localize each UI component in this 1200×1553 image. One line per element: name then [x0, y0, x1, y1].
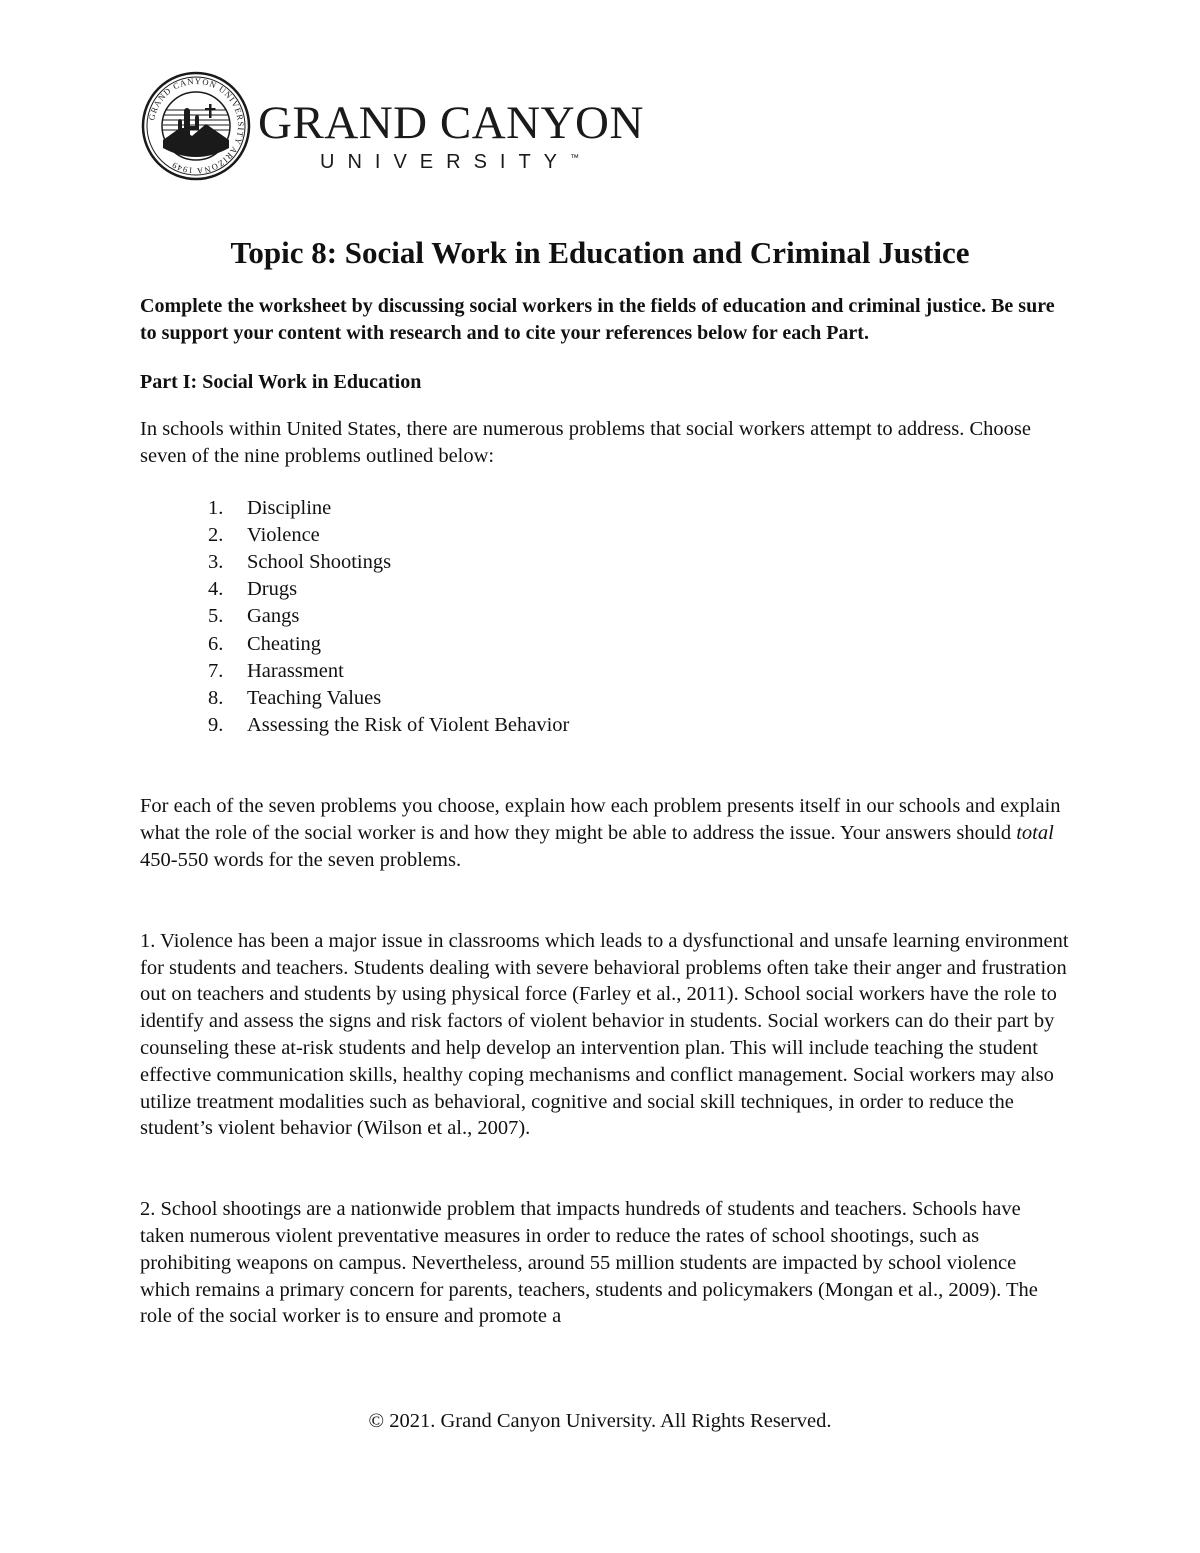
list-item — [140, 603, 1070, 630]
copyright-footer: © 2021. Grand Canyon University. All Rights Reserved. — [368, 1410, 832, 1432]
part1-heading: Part I: Social Work in Education — [140, 371, 422, 393]
task-text: For each of the seven problems you choose, explain how each problem presents itself in our schools and explain what the role of the social worker is and how they might be able to address the issue. Your answers should — [140, 795, 1061, 845]
list-item — [140, 576, 1070, 603]
list-number: 7. — [208, 659, 224, 682]
answer-school-shootings: 2. School shootings are a nationwide problem that impacts hundreds of students and teachers. Schools have taken numerous violent preventative measures in order to reduce the rates of school shootings, such as prohibiting weapons on campus. Nevertheless, around 55 million students are impacted by school violence which remains a primary concern for parents, teachers, students and policymakers (Mongan et al., 2009). The role of the social worker is to ensure and promote a — [140, 1198, 1038, 1328]
task-emphasis: total — [1016, 822, 1054, 845]
list-label: School Shootings — [247, 551, 392, 573]
list-label: Discipline — [247, 496, 332, 519]
logo-name-line2 — [320, 151, 579, 174]
list-number: 8. — [208, 687, 224, 710]
list-number: 5. — [208, 605, 224, 628]
list-label: Violence — [247, 523, 320, 546]
part1-intro: In schools within United States, there are numerous problems that social workers attempt to address. Choose seven of the nine problems outlined below: — [140, 418, 1031, 467]
svg-text:GRAND CANYON UNIVERSITY ARIZON: GRAND CANYON UNIVERSITY ARIZONA 1949 — [146, 75, 247, 177]
list-number: 1. — [208, 496, 224, 519]
university-seal-icon — [140, 70, 252, 182]
list-label: Harassment — [247, 659, 344, 682]
list-number: 2. — [208, 523, 224, 546]
trademark-symbol: ™ — [570, 152, 580, 163]
list-item — [140, 631, 1070, 658]
problem-list — [140, 495, 1070, 740]
list-label: Gangs — [247, 605, 300, 628]
page-title: Topic 8: Social Work in Education and Criminal Justice — [230, 235, 970, 270]
university-logo — [140, 70, 644, 186]
list-number: 4. — [208, 578, 224, 601]
list-item — [140, 658, 1070, 685]
worksheet-instructions: Complete the worksheet by discussing social workers in the fields of education and criminal justice. Be sure to support your content with research and to cite your references below for each Part. — [140, 295, 1055, 344]
answer-violence: 1. Violence has been a major issue in classrooms which leads to a dysfunctional and unsafe learning environment for students and teachers. Students dealing with severe behavioral problems often take their anger and frustration out on teachers and students by using physical force (Farley et al., 2011). School social workers have the role to identify and assess the signs and risk factors of violent behavior in students. Social workers can do their part by counseling these at-risk students and help develop an intervention plan. This will include teaching the student effective communication skills, healthy coping mechanisms and conflict management. Social workers may also utilize treatment modalities such as behavioral, cognitive and social skill techniques, in order to reduce the student’s violent behavior (Wilson et al., 2007). — [140, 929, 1069, 1140]
list-item — [140, 522, 1070, 549]
worksheet-body — [140, 293, 1070, 1384]
list-item — [140, 549, 1070, 576]
list-item — [140, 495, 1070, 522]
list-label: Assessing the Risk of Violent Behavior — [247, 714, 570, 737]
list-label: Cheating — [247, 632, 322, 655]
task-text-end: 450-550 words for the seven problems. — [140, 849, 462, 872]
logo-name-line1: GRAND CANYON — [258, 97, 644, 149]
list-item — [140, 685, 1070, 712]
part1-task — [140, 793, 1070, 873]
list-number: 6. — [208, 632, 224, 655]
list-label: Drugs — [247, 578, 298, 601]
logo-university-text: UNIVERSITY — [320, 151, 571, 173]
list-item — [140, 712, 1070, 739]
list-number: 3. — [208, 551, 224, 573]
list-number: 9. — [208, 714, 224, 737]
list-label: Teaching Values — [247, 687, 382, 710]
